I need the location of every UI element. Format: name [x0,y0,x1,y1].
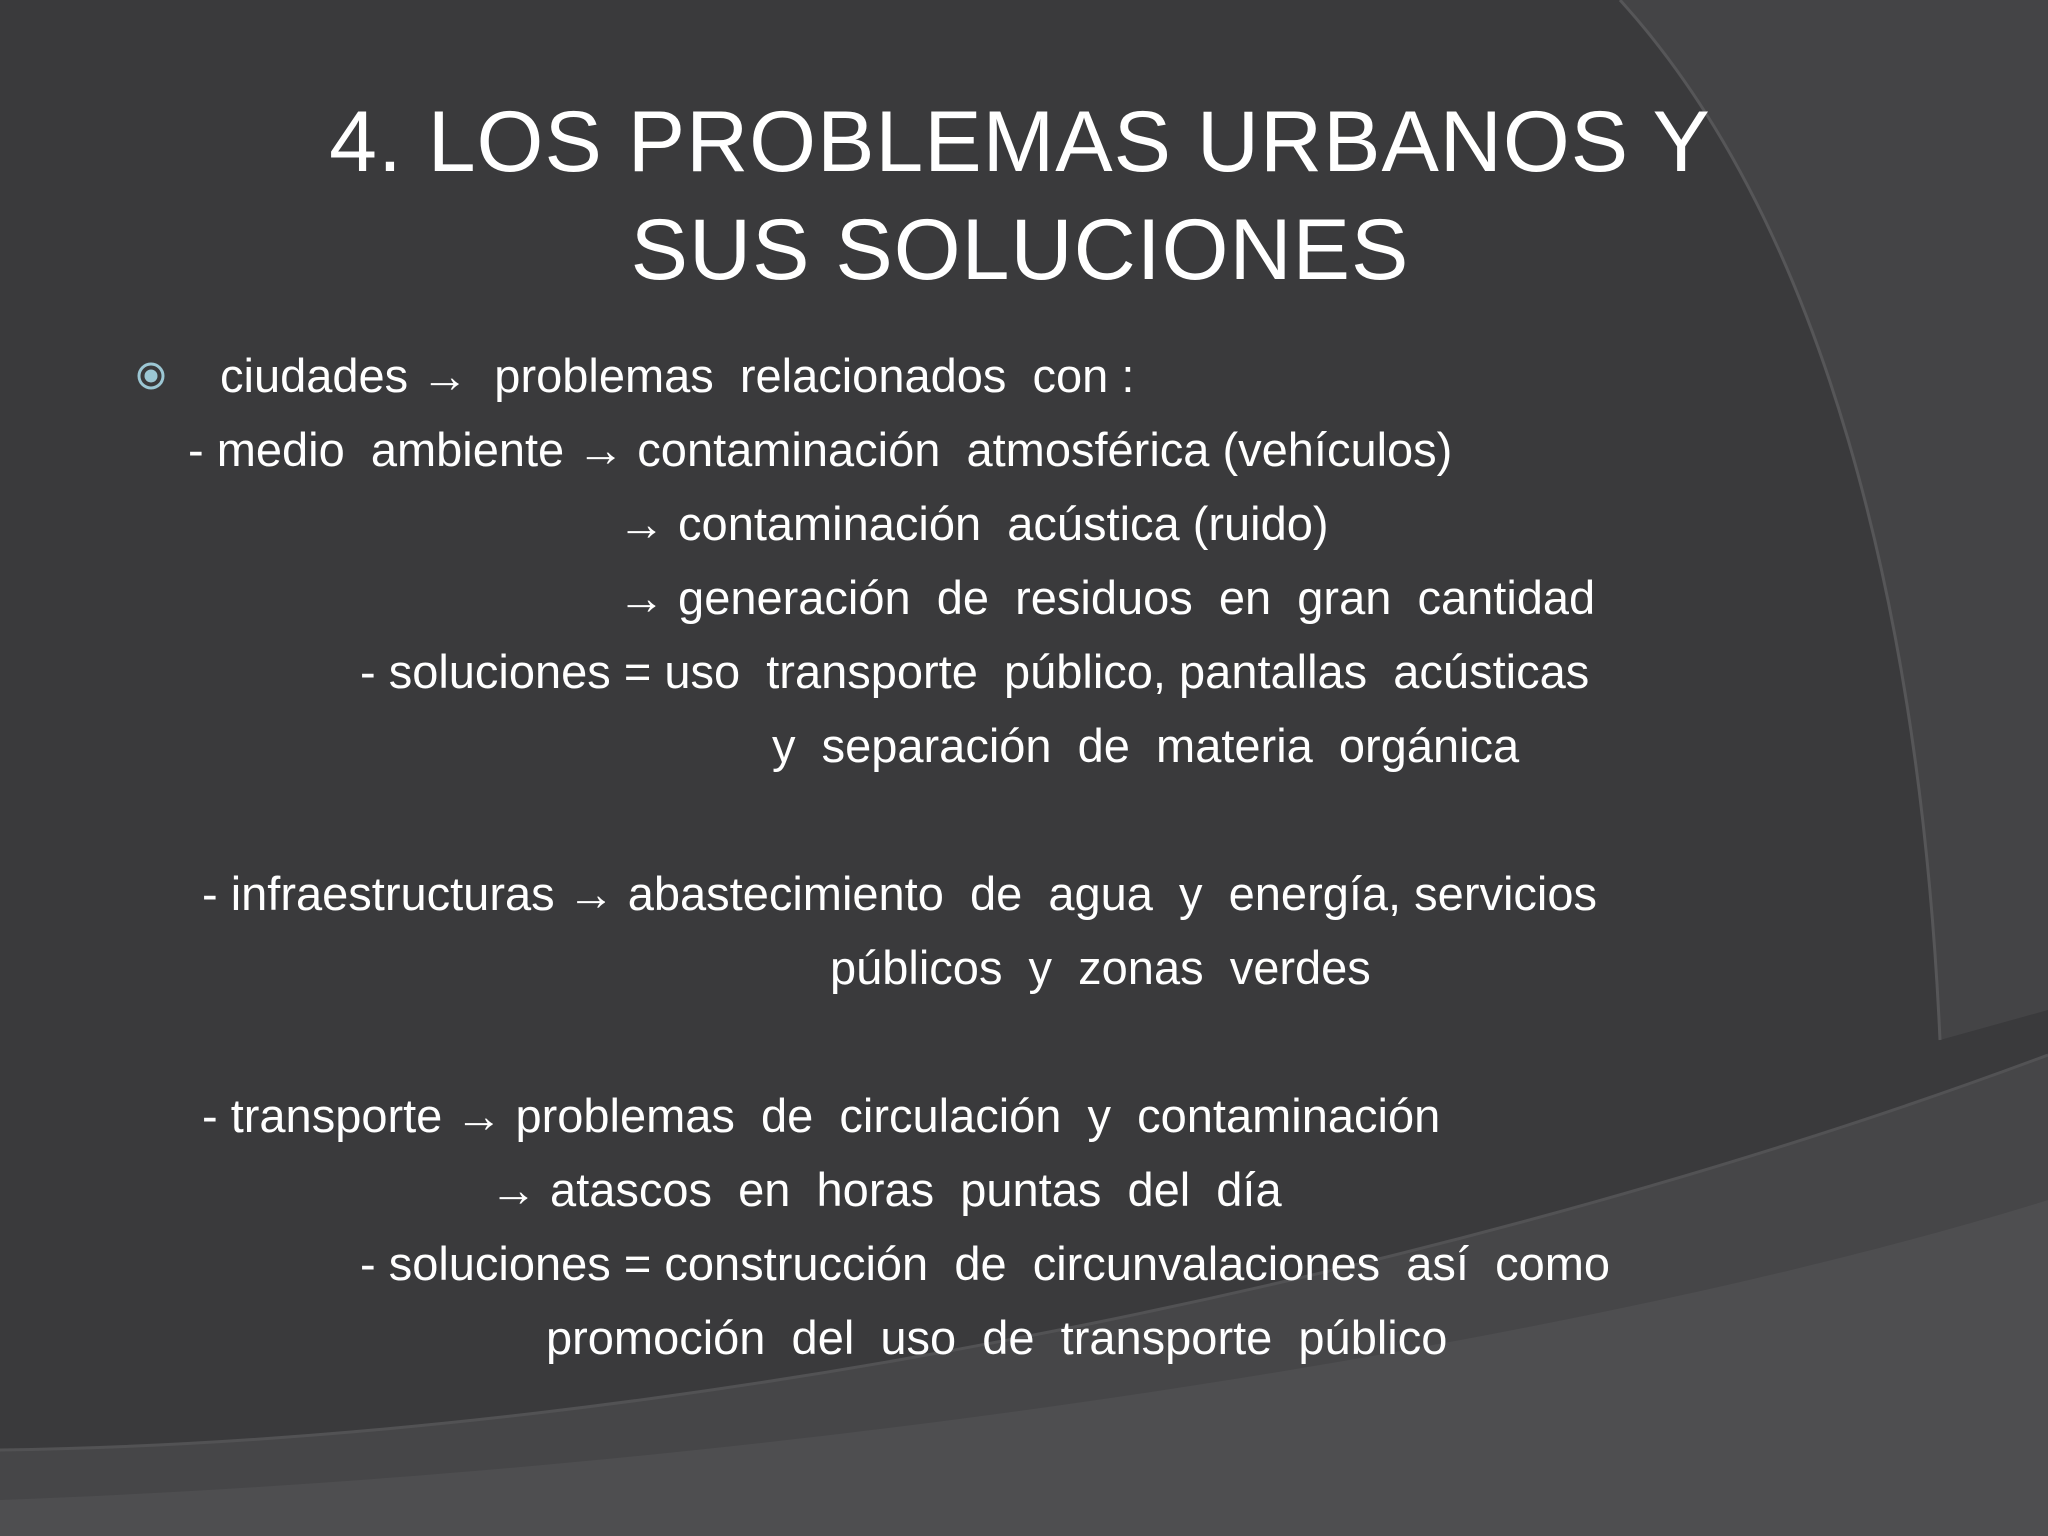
target-bullet-icon [136,361,166,391]
body-line-soluciones-ambiente: - soluciones = uso transporte público, pantallas acústicas [360,645,1590,698]
body-line-transporte: - transporte → problemas de circulación y contaminación [202,1089,1441,1142]
body-line-residuos: → generación de residuos en gran cantidad [618,571,1596,624]
slide-title [200,88,1840,304]
body-line-ciudades: ciudades → problemas relacionados con : [220,349,1135,402]
body-line-atascos: → atascos en horas puntas del día [490,1163,1282,1216]
title-line-1: 4. LOS PROBLEMAS URBANOS Y [329,94,1711,190]
body-line-soluciones-transporte: - soluciones = construcción de circunvalaciones así como [360,1237,1611,1290]
body-line-medio-ambiente: - medio ambiente → contaminación atmosférica (vehículos) [188,423,1453,476]
body-line-materia-organica: y separación de materia orgánica [772,719,1520,772]
title-line-2: SUS SOLUCIONES [630,202,1410,298]
body-line-infraestructuras: - infraestructuras → abastecimiento de agua y energía, servicios [202,867,1597,920]
body-line-zonas-verdes: públicos y zonas verdes [830,941,1371,994]
body-line-promocion: promoción del uso de transporte público [546,1311,1448,1364]
body-line-contaminacion-acustica: → contaminación acústica (ruido) [618,497,1329,550]
